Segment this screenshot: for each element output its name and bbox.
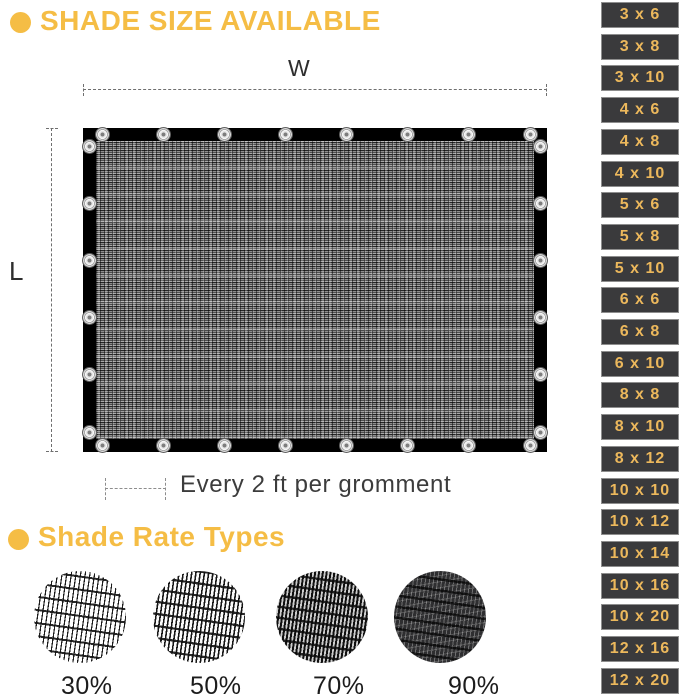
size-option: 6 x 8 [601, 319, 679, 345]
length-label: L [9, 256, 24, 286]
grommet-icon [218, 128, 231, 141]
grommet-icon [96, 128, 109, 141]
grommet-note: Every 2 ft per gromment [180, 471, 452, 498]
size-option: 4 x 8 [601, 129, 679, 155]
grommet-icon [462, 439, 475, 452]
grommet-icon [534, 254, 547, 267]
grommet-icon [83, 140, 96, 153]
grommet-icon [534, 140, 547, 153]
shade-sample-30 [34, 571, 126, 663]
grommet-icon [83, 311, 96, 324]
size-option: 3 x 8 [601, 34, 679, 60]
grommet-icon [534, 426, 547, 439]
grommet-icon [340, 128, 353, 141]
shade-sample-70 [276, 571, 368, 663]
grommet-icon [524, 128, 537, 141]
grommet-icon [218, 439, 231, 452]
size-option: 8 x 10 [601, 414, 679, 440]
shade-rate-title: Shade Rate Types [38, 521, 286, 552]
size-option: 3 x 6 [601, 2, 679, 28]
grommet-icon [83, 426, 96, 439]
grommet-icon [401, 128, 414, 141]
bullet-icon [8, 529, 29, 550]
size-option: 6 x 6 [601, 287, 679, 313]
length-dimension-line [46, 128, 58, 452]
grommet-icon [96, 439, 109, 452]
size-option: 5 x 8 [601, 224, 679, 250]
size-option: 6 x 10 [601, 351, 679, 377]
size-option: 10 x 10 [601, 478, 679, 504]
shade-percent-label: 50% [190, 672, 242, 698]
grommet-icon [279, 128, 292, 141]
grommet-icon [462, 128, 475, 141]
size-list [601, 2, 679, 694]
size-option: 8 x 12 [601, 446, 679, 472]
shade-percent-label: 30% [61, 672, 113, 698]
grommet-icon [83, 368, 96, 381]
page-title: SHADE SIZE AVAILABLE [40, 5, 381, 36]
shade-percent-label: 90% [448, 672, 500, 698]
size-option: 12 x 16 [601, 636, 679, 662]
size-option: 4 x 10 [601, 161, 679, 187]
width-label: W [288, 55, 310, 81]
size-option: 5 x 6 [601, 192, 679, 218]
mesh-texture [96, 141, 534, 439]
size-option: 10 x 16 [601, 573, 679, 599]
grommet-icon [157, 439, 170, 452]
grommet-icon [279, 439, 292, 452]
shade-sample-50 [153, 571, 245, 663]
size-option: 10 x 20 [601, 604, 679, 630]
bullet-icon [10, 12, 31, 33]
width-dimension-line [83, 84, 547, 96]
spacing-bracket [105, 478, 166, 500]
grommet-icon [157, 128, 170, 141]
shade-percent-label: 70% [313, 672, 365, 698]
shade-sample-90 [394, 571, 486, 663]
grommet-icon [83, 197, 96, 210]
grommet-icon [83, 254, 96, 267]
size-option: 12 x 20 [601, 668, 679, 694]
grommet-icon [340, 439, 353, 452]
grommet-icon [401, 439, 414, 452]
size-option: 10 x 12 [601, 509, 679, 535]
shade-net-diagram [83, 128, 547, 452]
grommet-icon [524, 439, 537, 452]
grommet-icon [534, 368, 547, 381]
grommet-icon [534, 311, 547, 324]
size-option: 3 x 10 [601, 65, 679, 91]
size-option: 8 x 8 [601, 382, 679, 408]
grommet-icon [534, 197, 547, 210]
size-option: 4 x 6 [601, 97, 679, 123]
size-option: 10 x 14 [601, 541, 679, 567]
size-option: 5 x 10 [601, 256, 679, 282]
